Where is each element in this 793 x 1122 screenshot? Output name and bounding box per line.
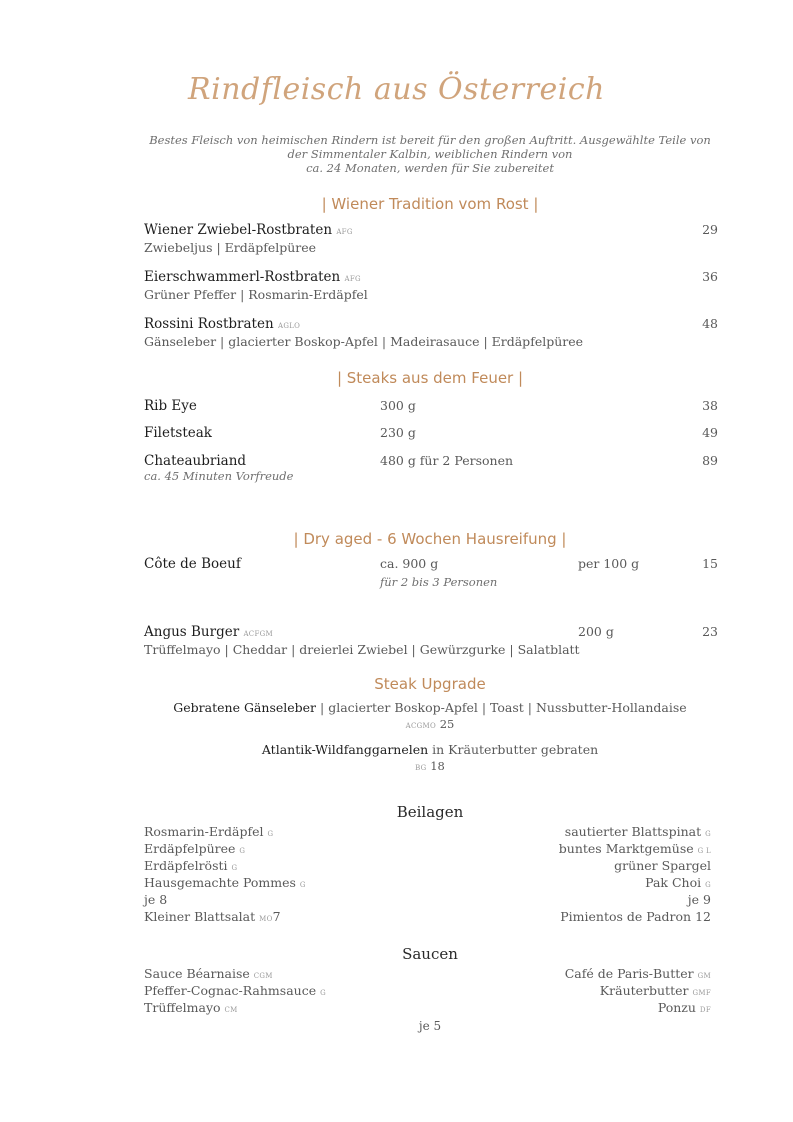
menu-item-description: Trüffelmayo | Cheddar | dreierlei Zwiebel | Gewürzgurke | Salatblatt <box>144 642 580 657</box>
menu-item-name: Chateaubriand <box>144 453 247 469</box>
menu-item-weight: 300 g <box>380 398 416 413</box>
menu-item-price: 36 <box>702 269 718 284</box>
allergen-code: AFG <box>344 275 361 283</box>
menu-item-unit: per 100 g <box>578 556 640 571</box>
section-saucen: Saucen <box>402 945 458 963</box>
side-item: Pimientos de Padron 12 <box>560 909 711 924</box>
menu-item-price: 29 <box>702 222 718 237</box>
intro-line: der Simmentaler Kalbin, weiblichen Rindern von <box>287 147 573 161</box>
sauce-item: Kräuterbutter GMF <box>599 983 711 998</box>
section-steaks: | Steaks aus dem Feuer | <box>336 369 524 387</box>
menu-item-price: 48 <box>702 316 718 331</box>
allergen-code: AGLO <box>277 322 301 330</box>
upgrade-price: BG 18 <box>415 759 445 773</box>
side-item: Kleiner Blattsalat MO7 <box>144 909 281 924</box>
menu-item-name: Rossini Rostbraten AGLO <box>144 316 301 332</box>
allergen-code: ACFGM <box>243 630 273 638</box>
menu-item-weight: 480 g für 2 Personen <box>380 453 514 468</box>
menu-item-weight: 230 g <box>380 425 416 440</box>
page-title: Rindfleisch aus Österreich <box>188 72 605 107</box>
menu-item-price: 49 <box>702 425 718 440</box>
sauce-item: Sauce Béarnaise CGM <box>144 966 273 981</box>
section-steak-upgrade: Steak Upgrade <box>374 675 486 693</box>
intro-text <box>140 133 720 175</box>
sauce-item: Trüffelmayo CM <box>144 1000 238 1015</box>
menu-item-name: Côte de Boeuf <box>144 556 241 572</box>
sauce-price: je 5 <box>418 1019 442 1033</box>
side-price: je 8 <box>144 892 168 907</box>
side-item: Hausgemachte Pommes G <box>144 875 306 890</box>
side-item: Erdäpfelpüree G <box>144 841 246 856</box>
menu-item-weight: ca. 900 g <box>380 556 439 571</box>
intro-line: Bestes Fleisch von heimischen Rindern ist bereit für den großen Auftritt. Ausgewählte Teile von <box>149 133 711 147</box>
menu-item-name: Eierschwammerl-Rostbraten AFG <box>144 269 361 285</box>
menu-item-name: Filetsteak <box>144 425 212 441</box>
sauce-item: Pfeffer-Cognac-Rahmsauce G <box>144 983 326 998</box>
menu-item-note: ca. 45 Minuten Vorfreude <box>144 469 294 483</box>
menu-item-name: Rib Eye <box>144 398 197 414</box>
menu-item-name: Angus Burger ACFGM <box>144 624 273 640</box>
section-beilagen: Beilagen <box>396 803 464 821</box>
allergen-code: AFG <box>336 228 353 236</box>
menu-item-price: 38 <box>702 398 718 413</box>
section-wiener-tradition: | Wiener Tradition vom Rost | <box>321 195 539 213</box>
menu-item-description: Grüner Pfeffer | Rosmarin-Erdäpfel <box>144 287 368 302</box>
menu-item-description: Zwiebeljus | Erdäpfelpüree <box>144 240 317 255</box>
menu-item-weight: 200 g <box>578 624 614 639</box>
menu-item-price: 15 <box>702 556 718 571</box>
upgrade-item: Gebratene Gänseleber | glacierter Boskop-Apfel | Toast | Nussbutter-Hollandaise <box>173 700 687 715</box>
menu-item-description: Gänseleber | glacierter Boskop-Apfel | Madeirasauce | Erdäpfelpüree <box>144 334 584 349</box>
section-dry-aged: | Dry aged - 6 Wochen Hausreifung | <box>293 530 567 548</box>
side-item: Erdäpfelrösti G <box>144 858 238 873</box>
side-item: Rosmarin-Erdäpfel G <box>144 824 274 839</box>
side-item: Pak Choi G <box>645 875 711 890</box>
menu-item-name: Wiener Zwiebel-Rostbraten AFG <box>144 222 353 238</box>
side-item: buntes Marktgemüse G L <box>558 841 711 856</box>
menu-item-note: für 2 bis 3 Personen <box>380 575 498 589</box>
menu-item-price: 23 <box>702 624 718 639</box>
upgrade-price: ACGMO 25 <box>405 717 455 731</box>
sauce-item: Ponzu DF <box>657 1000 711 1015</box>
side-item: grüner Spargel <box>614 858 711 873</box>
side-price: je 9 <box>687 892 711 907</box>
sauce-item: Café de Paris-Butter GM <box>564 966 711 981</box>
upgrade-item: Atlantik-Wildfanggarnelen in Kräuterbutter gebraten <box>261 742 599 757</box>
menu-item-price: 89 <box>702 453 718 468</box>
side-item: sautierter Blattspinat G <box>564 824 711 839</box>
intro-line: ca. 24 Monaten, werden für Sie zubereitet <box>306 161 554 175</box>
